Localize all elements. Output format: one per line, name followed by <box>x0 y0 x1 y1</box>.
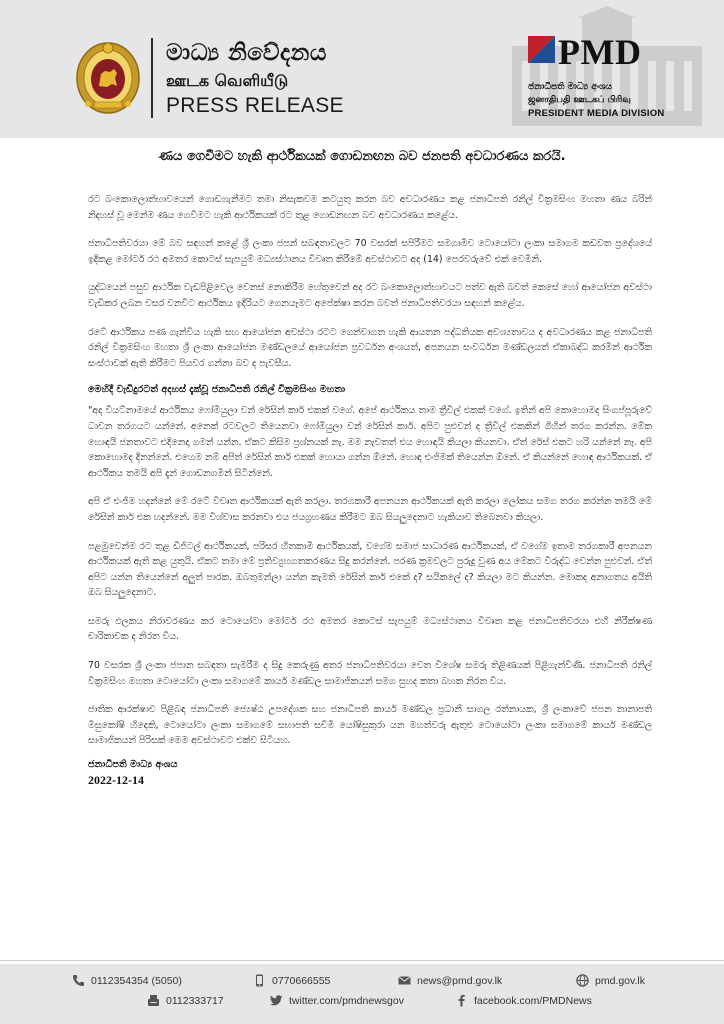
pmd-logo-text: PMD <box>558 32 642 72</box>
page-header <box>0 0 724 138</box>
globe-icon <box>576 974 589 987</box>
footer-email-text: news@pmd.gov.lk <box>417 974 503 987</box>
article-paragraph: රට බංකොලොත්භාවයෙන් ගොඩගැනීමට තමා නිසැකවම කටයුතු කරන බව අවධාරණය කළ ජනාධිපති රනිල් වික්‍රමසිංහ මහතා ණය බරින් නිදහස් වූ මෙන්ම ණය ගෙවීමට හැකි ආර්ථිකයක් රට තුළ ගොඩනඟන බව අවධාරණය කළේය. <box>88 194 652 221</box>
press-release-title-english: PRESS RELEASE <box>166 94 344 117</box>
signature-name: ජනාධිපති මාධ්‍ය අංශය <box>88 759 178 771</box>
article-paragraph: 70 වසරක ශ්‍රී ලංකා ජපාන සබඳතා සැමරීම ද සිදු කෙරුණු අතර ජනාධිපතිවරයා වෙත විශේෂ සමරු තිළිණයක් පිළිගැන්විණි. ජනාධිපති රනිල් වික්‍රමසිංහ මහතා ටොයෝටා ලංකා සමාගමේ කාර්ය මණ්ඩල සාමාජිකයන් සමග සුහද කතා බහක නිරත විය. <box>88 660 652 687</box>
mobile-icon <box>253 974 266 987</box>
article-paragraph: සමරු ඵලකය නිරාවරණය කර ටොයෝටා මෝටර් රථ අමතර කොටස් සැපයුම් මධ්‍යස්ථානය විවෘත කළ ජනාධිපතිවරයා එහි නිරීක්ෂණ චාරිකාවක ද නිරත විය. <box>88 615 652 643</box>
division-name-sinhala: ජනාධිපති මාධ්‍ය අංශය <box>528 82 613 92</box>
footer-twitter[interactable] <box>270 994 404 1007</box>
fax-icon <box>147 994 160 1007</box>
footer-twitter-text: twitter.com/pmdnewsgov <box>289 994 404 1007</box>
page-footer <box>0 964 724 1024</box>
release-date: 2022-12-14 <box>88 773 144 788</box>
press-release-title-tamil: ஊடக வெளியீடு <box>166 71 289 90</box>
footer-fax[interactable] <box>147 994 224 1007</box>
article-paragraph: රටේ ආර්ථිකය පණ ගැන්විය හැකි සහ ආයෝජන අවස්ථා රටට ගෙන්වාගත හැකි ආයතන පද්ධතියක අවශ්‍යතාවය ද අවධාරණය කළ ජනාධිපති රනිල් වික්‍රමසිංහ මහතා ශ්‍රී ලංකා ආයෝජන මණ්ඩලයේ ආයෝජන ප්‍රවර්ධන අංශයත්, අපනයන සංවර්ධන මණ්ඩලයත් ඒකාබද්ධ කරමින් ආර්ථික සංස්ථාවක් ඇති කිරීමට පියවර ගන්නා බව ද පැවසීය. <box>88 326 652 369</box>
article-subheading: මෙහිදී වැඩිදුරටත් අදහස් දැක්වූ ජනාධිපති රනිල් වික්‍රමසිංහ මහතා <box>88 384 346 396</box>
article-title: ණය ගෙවීමට හැකි ආර්ථිකයක් ගොඩනඟන බව ජනපති අවධාරණය කරයි. <box>158 149 566 164</box>
email-icon <box>398 974 411 987</box>
quote-paragraph: පළමුවෙන්ම රට තුළ ඩිජිටල් ආර්ථිකයක්, පරිසර හිතකාමී ආර්ථිකයක්, වගේම සමාජ සාධාරණ ආර්ථිකයක්, ඒ වගේම ඉතාම තරගකාරී අපනයන ආර්ථිකයක් ඇති කළ යුතුයි. ඒකට තමා මේ ප්‍රතිව්‍යුහගතකරණය සිදු කරන්නේ. පරණ ක්‍රමවලට පුරුදු වුණ අය මේකට විරුද්ධ වෙන්න පුළුවන්. ඒත් අපිට යන්න තියෙන්නේ අලුත් පාරක. ඔබතුමන්ලා යන්න කැමති රේසින් කාර් එකේ ද? සයිකලේ ද? කියලා මට කියන්න. මොකද අනාගතය අයිති ඔබ සියලුදෙනාට. <box>88 540 652 599</box>
footer-email[interactable] <box>398 974 502 987</box>
article-body <box>88 192 652 788</box>
phone-icon <box>72 974 85 987</box>
quote-paragraph: "අද වියට්නාමයේ ආර්ථිකය ෆෝමියුලා වන් රේසින් කාර් එකක් වගේ. අපේ ආර්ථිකය තාම ත්‍රීවීල් එකක් වගේ. ඉතින් අපි කොහොමද සිංගප්පූරුවේ ධාවන තරගයට යන්නේ. අනෙක් රටවලට තියෙනවා ෆෝමියුලා වන් රේසින් කාර්. අපිට පුළුවන් ද ත්‍රීවීල් එකකින් ගිහින් තරග කරන්න. මේක හොඳයි ජනතාවට එදිනෙදා ගමන් යන්න. ඒකට කිසිම ප්‍රශ්නයක් නැ. මම නැවතත් එය හොඳයි කියලා කියනවා. ඒත් රේස් එකට හරි යන්නේ නෑ. අපි කොහොමද දිනන්නේ. එහෙම නම් අපිත් රේසින් කාර් එකක් හොයා ගන්න ඕනේ. හොඳ එංජිමක් තියෙන්න ඕනේ. ඒ කියන්නේ හොඳ ආර්ථිකයක්. ඒ ආර්ථිකය තමයි අපි දැන් ගොඩනගමින් සිටින්නේ. <box>88 405 652 479</box>
press-release-title-sinhala: මාධ්‍ය නිවේදනය <box>166 40 327 66</box>
footer-website-text: pmd.gov.lk <box>595 974 645 987</box>
quote-paragraph: අපි ඒ එංජිම හදන්නේ මේ රටේ විවෘත ආර්ථිකයක් ඇති කරලා. තරගකාරී අපනයන ආර්ථිකයක් ඇති කරලා ලෝකය සමග තරග කරන්න තමයි මේ රේසින් කාර් එක හදන්නේ. මම විශ්වාස කරනවා එය ජයග්‍රහණය කිරීමට ඔබ සියලුදෙනාට හැකියාව තිබෙනවා කියලා. <box>88 496 652 523</box>
article-paragraph: ජාතික ආරක්ෂාව පිළිබඳ ජනාධිපති ජ්‍යෙෂ්ඨ උපදේශක සහ ජනාධිපති කාර්ය මණ්ඩල ප්‍රධානී සාගල රත්නායක, ශ්‍රී ලංකාවේ ජපන තානාපති මිසුකෝෂි හිදෙකි, ටොයෝටා ලංකා සමාගමේ සභාපති සචිමි යෝෂිසුකුරා යන මහත්වරු ඇතුළු ටොයෝටා ලංකා සමාගමේ කාර්ය මණ්ඩල සාමාජිකයන් පිරිසක් මෙම අවස්ථාවට එක්ව සිටියහ. <box>88 704 653 747</box>
facebook-icon <box>455 994 468 1007</box>
twitter-icon <box>270 994 283 1007</box>
footer-fax-text: 0112333717 <box>166 994 224 1007</box>
footer-website[interactable] <box>576 974 645 987</box>
pmd-logo-mark-icon <box>528 36 555 63</box>
article-paragraph: ජනාධිපතිවරයා මේ බව සඳහන් කළේ ශ්‍රී ලංකා ජපන් සබඳතාවලට 70 වසරක් සපිරීමට සමගාමීව ටොයෝටා ලංකා සමාගම කඩවත ප්‍රදේශයේ ඉදිකළ මෝටර් රථ අමතර කොටස් සැපයුම් මධ්‍යස්ථානය විවෘත කිරීමේ අවස්ථාවට අද (14) පෙරවරුවේ එක් වෙමිනි. <box>88 238 652 265</box>
footer-facebook[interactable] <box>455 994 592 1007</box>
division-name-tamil: ஜனாதிபதி ஊடகப் பிரிவு <box>528 95 631 105</box>
header-divider <box>151 38 153 118</box>
division-name-english: PRESIDENT MEDIA DIVISION <box>528 108 665 119</box>
footer-facebook-text: facebook.com/PMDNews <box>474 994 592 1007</box>
article-paragraph: යුද්ධයෙන් පසුව ආර්ථික වැඩපිළිවෙල වෙනස් නොකිරීම හේතුවෙන් අද රට බංකොලොත්භාවයට පත්ව ඇති බවත් කෙසේ හෝ ආයෝජන අවස්ථා වැඩිකර ලබන වසර වනවිට ආර්ථිකය ඉදිරියට ගෙනයෑමට අපේක්ෂා කරන බවත් ජනාධිපතිවරයා සඳහන් කළේය. <box>88 282 652 309</box>
footer-phone[interactable] <box>72 974 182 987</box>
sri-lanka-emblem-icon <box>74 38 142 116</box>
footer-mobile-text: 0770666555 <box>272 974 331 987</box>
footer-mobile[interactable] <box>253 974 330 987</box>
footer-divider <box>0 960 724 961</box>
footer-phone-text: 0112354354 (5050) <box>91 974 182 987</box>
